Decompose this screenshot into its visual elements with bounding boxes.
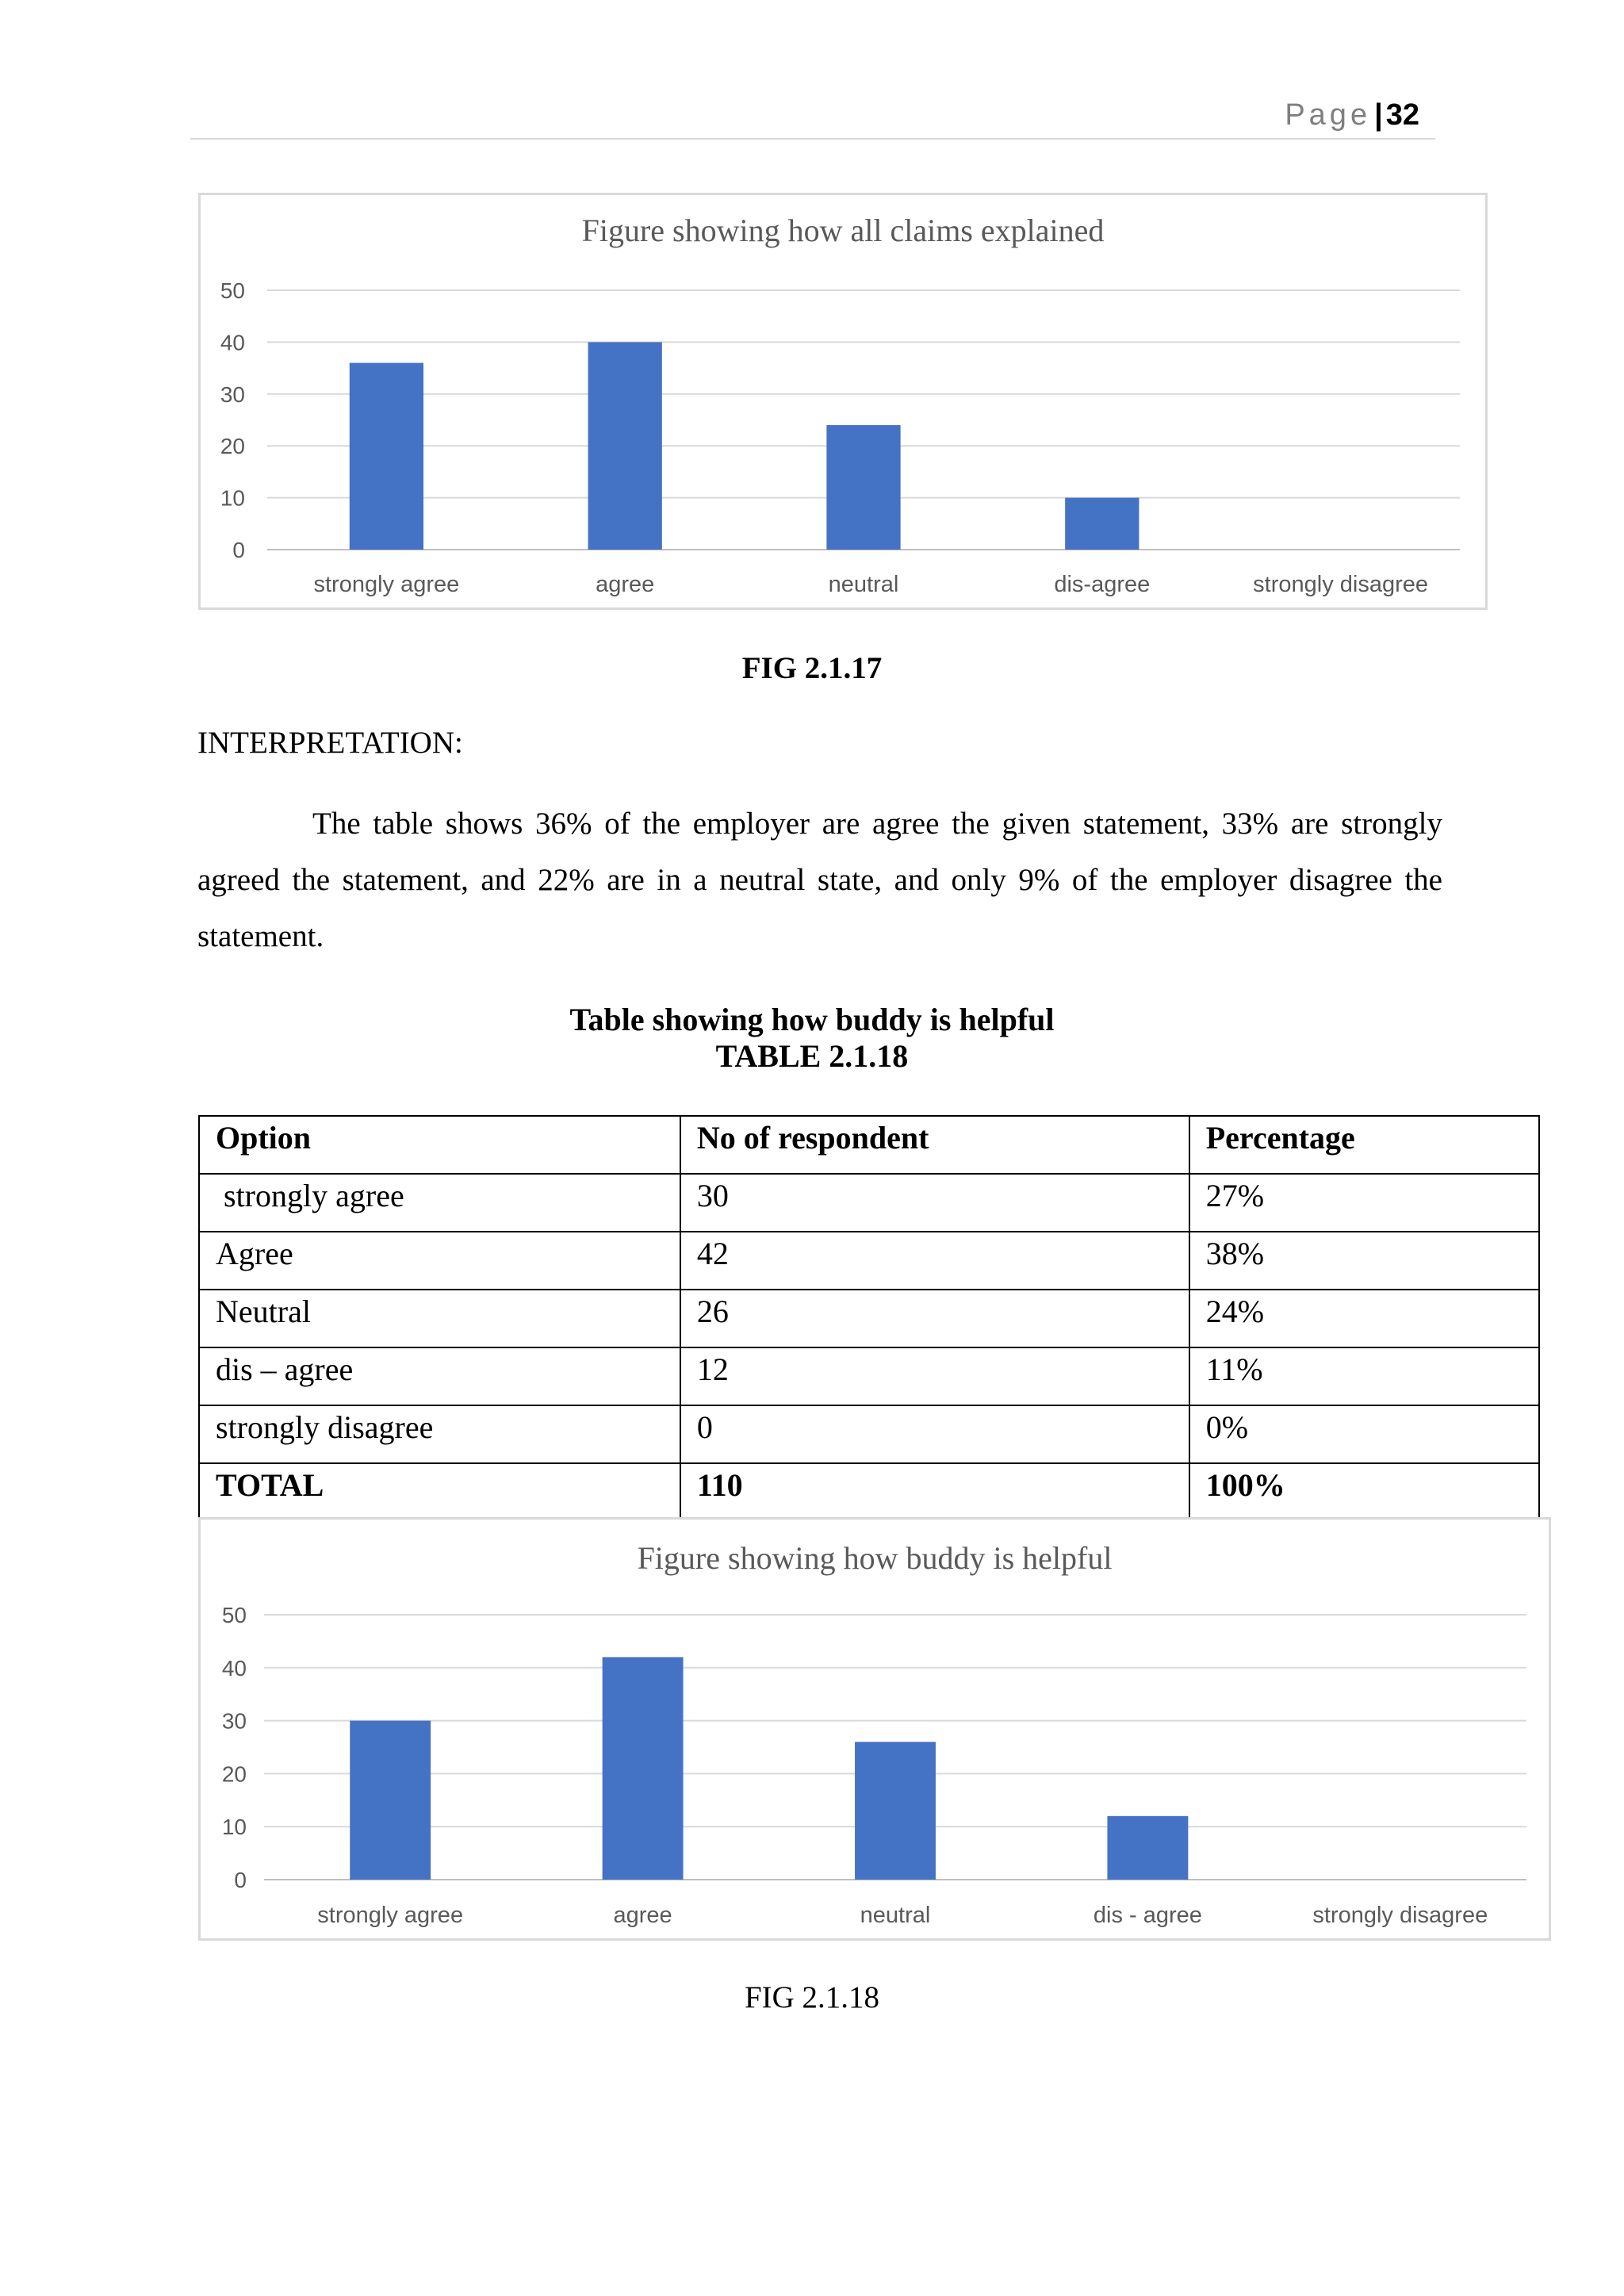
x-category-label: dis - agree	[1093, 1903, 1202, 1928]
interpretation-text: The table shows 36% of the employer are agree the given statement, 33% are strongly agreed the statement, and 22% are in a neutral state, and only 9% of the employer disagree the statement.	[197, 807, 1442, 953]
cell-respondents: 12	[680, 1347, 1189, 1405]
y-tick-label: 30	[221, 1708, 247, 1734]
bar	[1065, 498, 1139, 550]
bar	[826, 425, 900, 550]
buddy-helpful-table	[198, 1115, 1540, 1522]
cell-option: Agree	[199, 1232, 680, 1290]
table-header-row	[199, 1116, 1539, 1174]
cell-percentage: 11%	[1189, 1347, 1539, 1405]
table-row	[199, 1174, 1539, 1232]
y-tick-label: 40	[220, 330, 245, 355]
x-category-label: agree	[613, 1903, 672, 1928]
y-tick-label: 20	[220, 434, 245, 459]
cell-total-percentage: 100%	[1189, 1463, 1539, 1521]
interpretation-paragraph	[197, 795, 1442, 964]
table-number: TABLE 2.1.18	[715, 1038, 909, 1074]
table-row	[199, 1347, 1539, 1405]
y-tick-label: 0	[234, 1868, 247, 1892]
cell-option: dis – agree	[199, 1347, 680, 1405]
bar	[855, 1742, 936, 1880]
bar	[350, 363, 423, 550]
x-category-label: strongly disagree	[1312, 1903, 1488, 1928]
page-number	[1285, 98, 1419, 132]
y-tick-label: 10	[221, 1815, 247, 1840]
y-tick-label: 20	[221, 1761, 247, 1787]
header-option: Option	[199, 1116, 680, 1174]
page-header	[190, 94, 1435, 140]
figure-2-caption: FIG 2.1.18	[744, 1980, 880, 2014]
cell-total-label: TOTAL	[199, 1463, 680, 1521]
x-category-label: dis-agree	[1054, 572, 1151, 597]
cell-percentage: 24%	[1189, 1290, 1539, 1347]
header-percentage: Percentage	[1189, 1116, 1539, 1174]
cell-respondents: 26	[680, 1290, 1189, 1347]
x-category-label: agree	[596, 572, 655, 597]
cell-option: strongly agree	[199, 1174, 680, 1232]
cell-total-respondents: 110	[680, 1463, 1189, 1521]
chart-svg	[201, 195, 1485, 608]
claims-explained-chart	[198, 193, 1488, 610]
y-tick-label: 50	[221, 1603, 247, 1627]
bar	[350, 1721, 431, 1880]
table-total-row	[199, 1463, 1539, 1521]
cell-percentage: 38%	[1189, 1232, 1539, 1290]
cell-respondents: 42	[680, 1232, 1189, 1290]
page-separator: |	[1374, 98, 1383, 132]
x-category-label: neutral	[828, 572, 899, 597]
table-row	[199, 1290, 1539, 1347]
cell-percentage: 27%	[1189, 1174, 1539, 1232]
buddy-helpful-chart	[198, 1517, 1551, 1941]
table-title: Table showing how buddy is helpful	[569, 1002, 1055, 1037]
chart-svg	[201, 1520, 1549, 1938]
page-word: Page	[1285, 98, 1372, 132]
y-tick-label: 0	[232, 538, 245, 562]
x-category-label: neutral	[860, 1903, 931, 1928]
cell-percentage: 0%	[1189, 1405, 1539, 1463]
cell-option: Neutral	[199, 1290, 680, 1347]
bar	[1107, 1816, 1188, 1880]
x-category-label: strongly agree	[313, 572, 460, 597]
y-tick-label: 50	[220, 278, 245, 303]
table-row	[199, 1232, 1539, 1290]
y-tick-label: 40	[221, 1655, 247, 1681]
interpretation-label: INTERPRETATION:	[197, 726, 463, 760]
cell-respondents: 0	[680, 1405, 1189, 1463]
chart-title: Figure showing how buddy is helpful	[637, 1540, 1113, 1576]
cell-respondents: 30	[680, 1174, 1189, 1232]
figure-1-caption: FIG 2.1.17	[741, 651, 883, 685]
header-respondents: No of respondent	[680, 1116, 1189, 1174]
page-number-value: 32	[1385, 98, 1419, 132]
table-row	[199, 1405, 1539, 1463]
x-category-label: strongly agree	[317, 1903, 464, 1928]
x-category-label: strongly disagree	[1253, 572, 1429, 597]
bar	[588, 342, 662, 550]
cell-option: strongly disagree	[199, 1405, 680, 1463]
y-tick-label: 10	[220, 485, 245, 511]
chart-title: Figure showing how all claims explained	[581, 213, 1105, 248]
y-tick-label: 30	[220, 381, 245, 407]
bar	[603, 1657, 684, 1880]
